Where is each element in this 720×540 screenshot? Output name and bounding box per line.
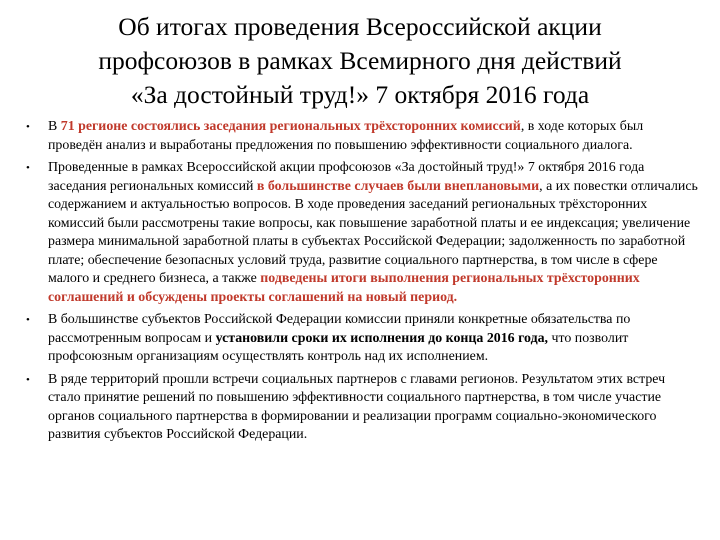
- bullet-text-segment: В ряде территорий прошли встречи социальных партнеров с главами регионов. Результатом этих встреч стало принятие решений по повышению эффективности социального партнерства, в том числе участие органов социального партнерства в формировании и реализации программ социально-экономического развития субъектов Российской Федерации.: [48, 371, 666, 442]
- bullet-marker: •: [26, 162, 30, 174]
- title-line-1: Об итогах проведения Всероссийской акции: [118, 12, 602, 41]
- bullet-bold-text: установили сроки их исполнения до конца 2016 года,: [215, 330, 549, 346]
- bullet-text-segment: что позволит профсоюзным организациям осуществлять контроль над их исполнением.: [48, 330, 629, 364]
- slide-title: [40, 10, 680, 112]
- bullet-marker: •: [26, 121, 30, 133]
- title-line-2: профсоюзов в рамках Всемирного дня действий: [98, 46, 622, 75]
- bullet-text-segment: Проведенные в рамках Всероссийской акции профсоюзов «За достойный труд!» 7 октября 2016 года заседания региональных комиссий: [48, 160, 645, 194]
- bullet-text-segment: В: [48, 119, 61, 134]
- bullet-item: [24, 159, 698, 307]
- bullet-text-segment: , в ходе которых был проведён анализ и выработаны предложения по повышению эффективности социального диалога.: [48, 119, 644, 153]
- title-line-3: «За достойный труд!» 7 октября 2016 года: [130, 80, 590, 109]
- bullet-text-segment: В большинстве субъектов Российской Федерации комиссии приняли конкретные обязательства по рассмотренным вопросам и: [48, 312, 631, 346]
- bullet-marker: •: [26, 314, 30, 326]
- bullet-item: [24, 118, 698, 155]
- bullet-highlight: подведены итоги выполнения региональных трёхсторонних соглашений и обсуждены проекты соглашений на новый период.: [48, 271, 640, 305]
- bullet-item: [24, 371, 698, 445]
- bullet-highlight: 71 регионе состоялись заседания региональных трёхсторонних комиссий: [60, 119, 521, 134]
- bullet-text-segment: , а их повестки отличались содержанием и актуальностью вопросов. В ходе проведения заседаний региональных трёхсторонних комиссий были рассмотрены такие вопросы, как повышение заработной платы и ее индексация; увеличение размера минимальной заработной платы в субъектах Российской Федерации; задолженность по заработной плате; обеспечение безопасных условий труда, развитие социального партнерства, в том числе в сфере малого и среднего бизнеса, а также: [48, 178, 698, 286]
- bullet-list: [24, 118, 698, 449]
- bullet-item: [24, 311, 698, 367]
- bullet-marker: •: [26, 373, 30, 386]
- bullet-highlight: в большинстве случаев были внеплановыми: [256, 178, 540, 194]
